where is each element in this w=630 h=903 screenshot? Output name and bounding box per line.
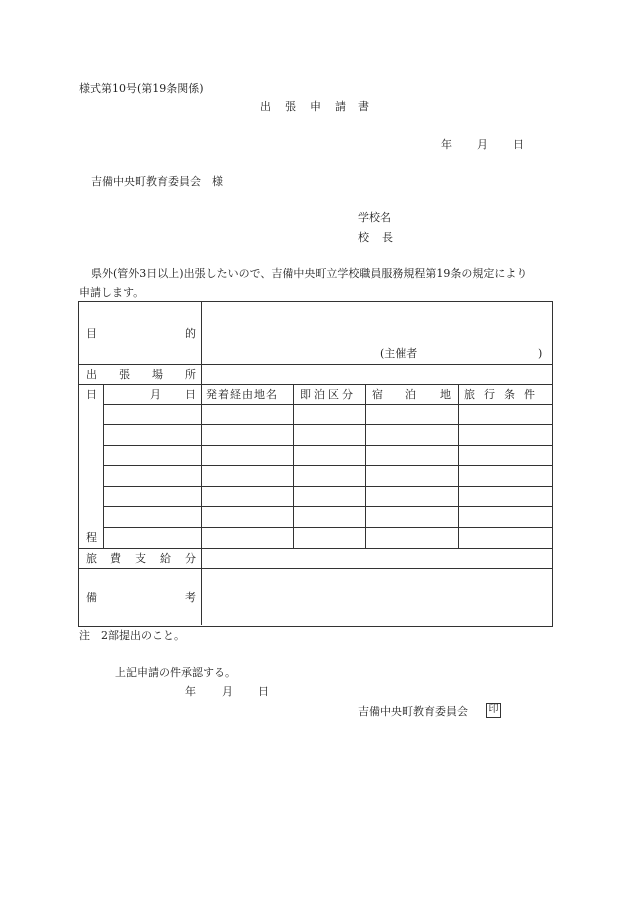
- row-line: [103, 404, 552, 405]
- school-name-label: 学校名: [358, 211, 391, 224]
- month-header: 月: [150, 388, 161, 401]
- intro-line-2: 申請します。: [79, 286, 145, 299]
- row-line: [103, 465, 552, 466]
- schedule-label-top: 日: [86, 388, 97, 401]
- approval-board: 吉備中央町教育委員会: [358, 705, 468, 718]
- approval-text: 上記申請の件承認する。: [115, 666, 236, 679]
- row-line: [103, 424, 552, 425]
- row-line: [103, 486, 552, 487]
- form-number: 様式第10号(第19条関係): [79, 82, 204, 95]
- table-border: [78, 301, 553, 627]
- addressee: 吉備中央町教育委員会 様: [91, 175, 223, 188]
- row-line: [78, 384, 552, 385]
- row-line: [78, 548, 552, 549]
- column-line: [293, 384, 294, 548]
- row-line: [103, 445, 552, 446]
- stay-category-header: 即泊区分: [300, 388, 356, 401]
- column-line: [458, 384, 459, 548]
- day-header: 日: [185, 388, 196, 401]
- schedule-column-line: [103, 384, 104, 548]
- row-line: [103, 506, 552, 507]
- label-column-line: [201, 301, 202, 625]
- column-line: [365, 384, 366, 548]
- departure-header: 発着経由地名: [206, 388, 278, 401]
- intro-line-1: 県外(管外3日以上)出張したいので、吉備中央町立学校職員服務規程第19条の規定により: [91, 267, 528, 280]
- row-line: [103, 527, 552, 528]
- row-line: [78, 364, 552, 365]
- form-page: 様式第10号(第19条関係) 出 張 申 請 書 年 月 日 吉備中央町教育委員会 様 学校名 校 長 県外(管外3日以上)出張したいので、吉備中央町立学校職員服務規程第19条の規定により 申請します。 目 的 (主催者 ) 出 張 場 所 日 程 月 日 発着経由地名 即泊区分 宿 泊 地 旅行条件 旅 費 支 給 分 備 考 注 2部提出のこと。 上記申請の件承認する。 年 月 日 吉備中央町教育委員会 印: [0, 0, 630, 903]
- row-line: [78, 568, 552, 569]
- travel-conditions-header: 旅行条件: [464, 388, 544, 401]
- note: 注 2部提出のこと。: [79, 629, 185, 642]
- seal-mark: 印: [486, 703, 501, 718]
- schedule-label-bottom: 程: [86, 531, 97, 544]
